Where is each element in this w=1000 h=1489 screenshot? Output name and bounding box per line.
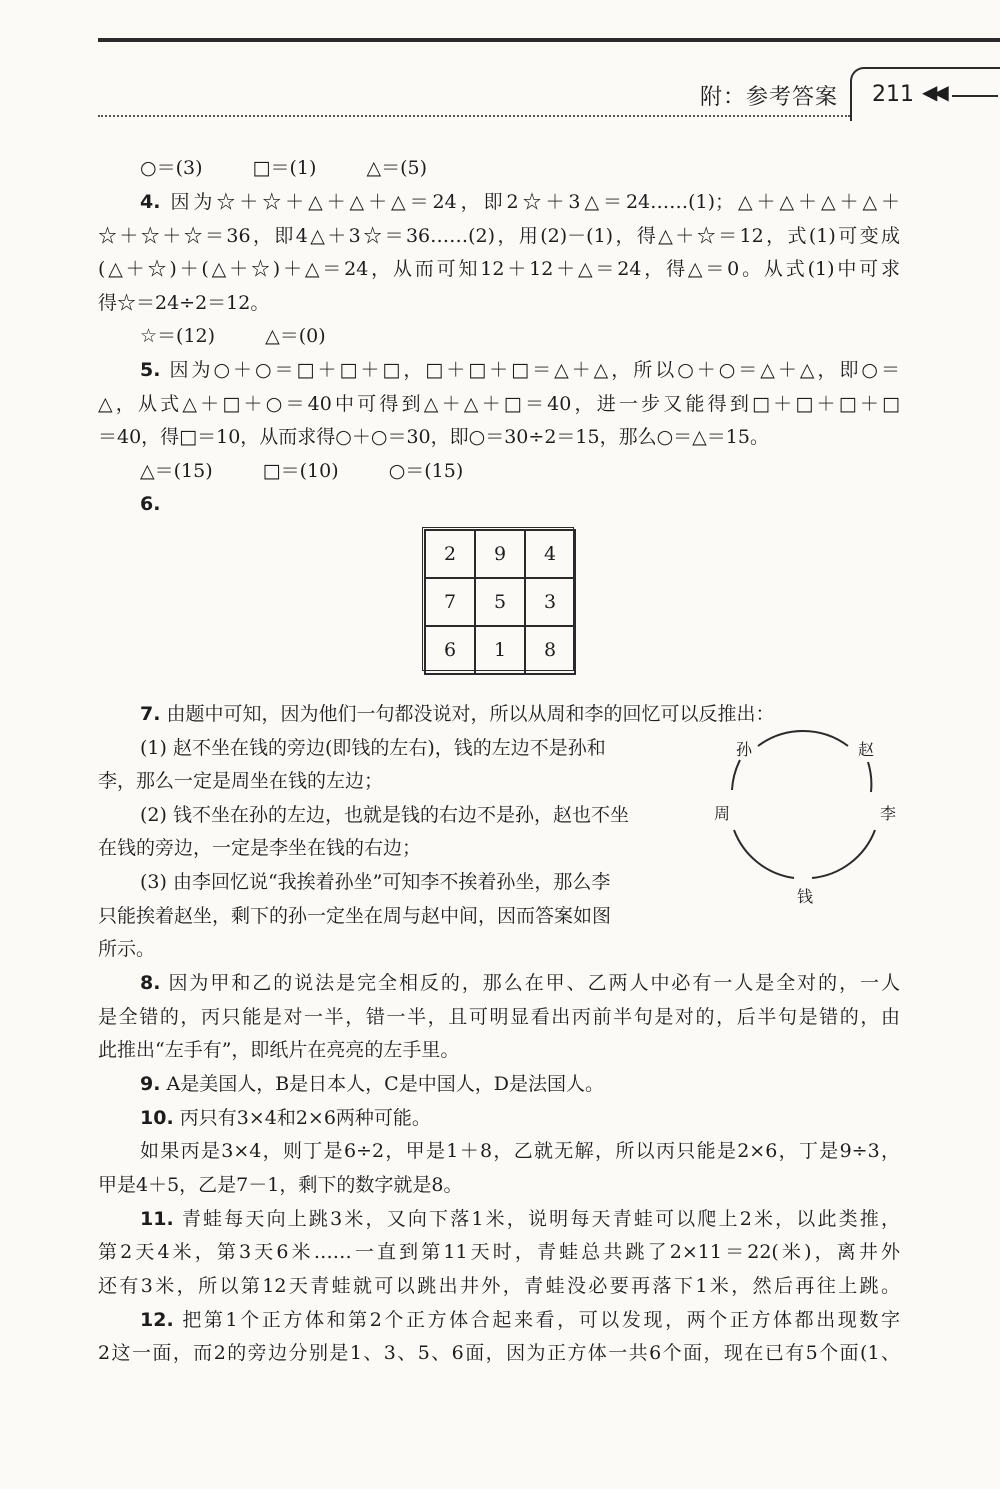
q12-number: 12. <box>140 1309 174 1331</box>
seat-left: 周 <box>714 804 731 823</box>
seating-arc-right-upper <box>868 762 871 792</box>
q8-line-2: 是全错的，丙只能是对一半，错一半，且可明显看出丙前半句是对的，后半句是错的，由 <box>98 1006 900 1028</box>
q12-line-1: 12. 把第1个正方体和第2个正方体合起来看，可以发现，两个正方体都出现数字 <box>140 1309 900 1331</box>
q10-line-2: 如果丙是3×4，则丁是6÷2，甲是1＋8，乙就无解，所以丙只能是2×6，丁是9÷3， <box>140 1140 900 1162</box>
q5-circle: ○＝(15) <box>388 460 464 482</box>
q5-result <box>140 459 942 483</box>
q4-line-4: 得☆＝24÷2＝12。 <box>98 292 270 314</box>
q9-number: 9. <box>140 1073 161 1095</box>
q6-label <box>140 492 942 516</box>
q7-line-1: 7. 由题中可知，因为他们一句都没说对，所以从周和李的回忆可以反推出： <box>140 703 775 725</box>
q7-line-5: 在钱的旁边，一定是李坐在钱的右边； <box>98 837 422 859</box>
q3-square: □＝(1) <box>252 157 317 179</box>
q7-line-2: (1) 赵不坐在钱的旁边(即钱的左右)，钱的左边不是孙和 <box>140 737 606 759</box>
q4-result <box>140 324 942 348</box>
q5-line-2: △，从式△＋□＋○＝40中可得到△＋△＋□＝40，进一步又能得到□＋□＋□＋□ <box>98 393 900 415</box>
q4-triangle: △＝(0) <box>265 325 326 347</box>
q7-number: 7. <box>140 703 161 725</box>
section-title: 附：参考答案 <box>700 85 839 110</box>
page-number: 211 <box>872 82 914 107</box>
magic-square-cell: 9 <box>475 530 525 578</box>
magic-square-cell: 8 <box>525 626 575 674</box>
q10-number: 10. <box>140 1107 174 1129</box>
seat-bottom: 钱 <box>797 887 814 906</box>
q7-line-6: (3) 由李回忆说“我挨着孙坐”可知李不挨着孙坐，那么李 <box>140 871 611 893</box>
seat-right: 李 <box>880 804 897 823</box>
double-arrow-left-icon: ◀◀ <box>922 80 945 104</box>
q11-line-3: 还有3米，所以第12天青蛙就可以跳出井外，青蛙没必要再落下1米，然后再往上跳。 <box>98 1275 900 1297</box>
q7-line-4: (2) 钱不坐在孙的左边，也就是钱的右边不是孙，赵也不坐 <box>140 804 629 826</box>
q7-line-8: 所示。 <box>98 938 156 960</box>
q8-number: 8. <box>140 972 161 994</box>
magic-square-cell: 2 <box>425 530 475 578</box>
q3-triangle: △＝(5) <box>366 157 427 179</box>
arrow-line <box>952 95 998 97</box>
seating-arc-top <box>758 731 848 746</box>
magic-square-cell: 4 <box>525 530 575 578</box>
q4-number: 4. <box>140 191 161 213</box>
q4-line-3: (△＋☆)＋(△＋☆)＋△＝24，从而可知12＋12＋△＝24，得△＝0。从式(1)中可求 <box>98 258 900 280</box>
q4-line-1: 4. 因为☆＋☆＋△＋△＋△＝24，即2☆＋3△＝24……(1)；△＋△＋△＋△＋ <box>140 191 900 213</box>
seat-top-right: 赵 <box>858 740 875 759</box>
q10-line-1: 10. 丙只有3×4和2×6两种可能。 <box>140 1107 431 1129</box>
magic-square-cell: 7 <box>425 578 475 626</box>
seating-arc-left-lower <box>734 830 794 878</box>
q11-line-1: 11. 青蛙每天向上跳3米，又向下落1米，说明每天青蛙可以爬上2米，以此类推， <box>140 1208 900 1230</box>
header-dotted-rule <box>98 115 850 117</box>
q4-line-2: ☆＋☆＋☆＝36，即4△＋3☆＝36……(2)，用(2)－(1)，得△＋☆＝12，式(1)可变成 <box>98 225 900 247</box>
q7-line-7: 只能挨着赵坐，剩下的孙一定坐在周与赵中间，因而答案如图 <box>98 905 612 927</box>
q7-line-3: 李，那么一定是周坐在钱的左边； <box>98 770 384 792</box>
q11-line-2: 第2天4米，第3天6米……一直到第11天时，青蛙总共跳了2×11＝22(米)，离井外 <box>98 1241 900 1263</box>
q5-line-1: 5. 因为○＋○＝□＋□＋□，□＋□＋□＝△＋△，所以○＋○＝△＋△，即○＝ <box>140 359 900 381</box>
seating-arc-right-lower <box>812 830 875 878</box>
magic-square <box>424 529 576 675</box>
q3-circle: ○＝(3) <box>140 157 203 179</box>
q10-line-3: 甲是4＋5，乙是7－1，剩下的数字就是8。 <box>98 1174 463 1196</box>
q5-number: 5. <box>140 359 161 381</box>
magic-square-cell: 3 <box>525 578 575 626</box>
header-rule <box>98 38 1000 42</box>
q6-number: 6. <box>140 493 161 515</box>
magic-square-cell: 5 <box>475 578 525 626</box>
seat-top-left: 孙 <box>736 740 753 759</box>
seating-arc-left-upper <box>732 760 740 790</box>
q8-line-3: 此推出“左手有”，即纸片在亮亮的左手里。 <box>98 1039 460 1061</box>
magic-square-cell: 1 <box>475 626 525 674</box>
q9-line: 9. A是美国人，B是日本人，C是中国人，D是法国人。 <box>140 1073 604 1095</box>
q5-triangle: △＝(15) <box>140 460 213 482</box>
q12-line-2: 2这一面，而2的旁边分别是1、3、5、6面，因为正方体一共6个面，现在已有5个面(1、 <box>98 1342 900 1364</box>
magic-square-cell: 6 <box>425 626 475 674</box>
q5-square: □＝(10) <box>262 460 339 482</box>
q3-result <box>140 156 942 180</box>
q4-star: ☆＝(12) <box>140 325 216 347</box>
q5-line-3: ＝40，得□＝10，从而求得○＋○＝30，即○＝30÷2＝15，那么○＝△＝15。 <box>98 426 769 448</box>
q8-line-1: 8. 因为甲和乙的说法是完全相反的，那么在甲、乙两人中必有一人是全对的，一人 <box>140 972 900 994</box>
q11-number: 11. <box>140 1208 174 1230</box>
